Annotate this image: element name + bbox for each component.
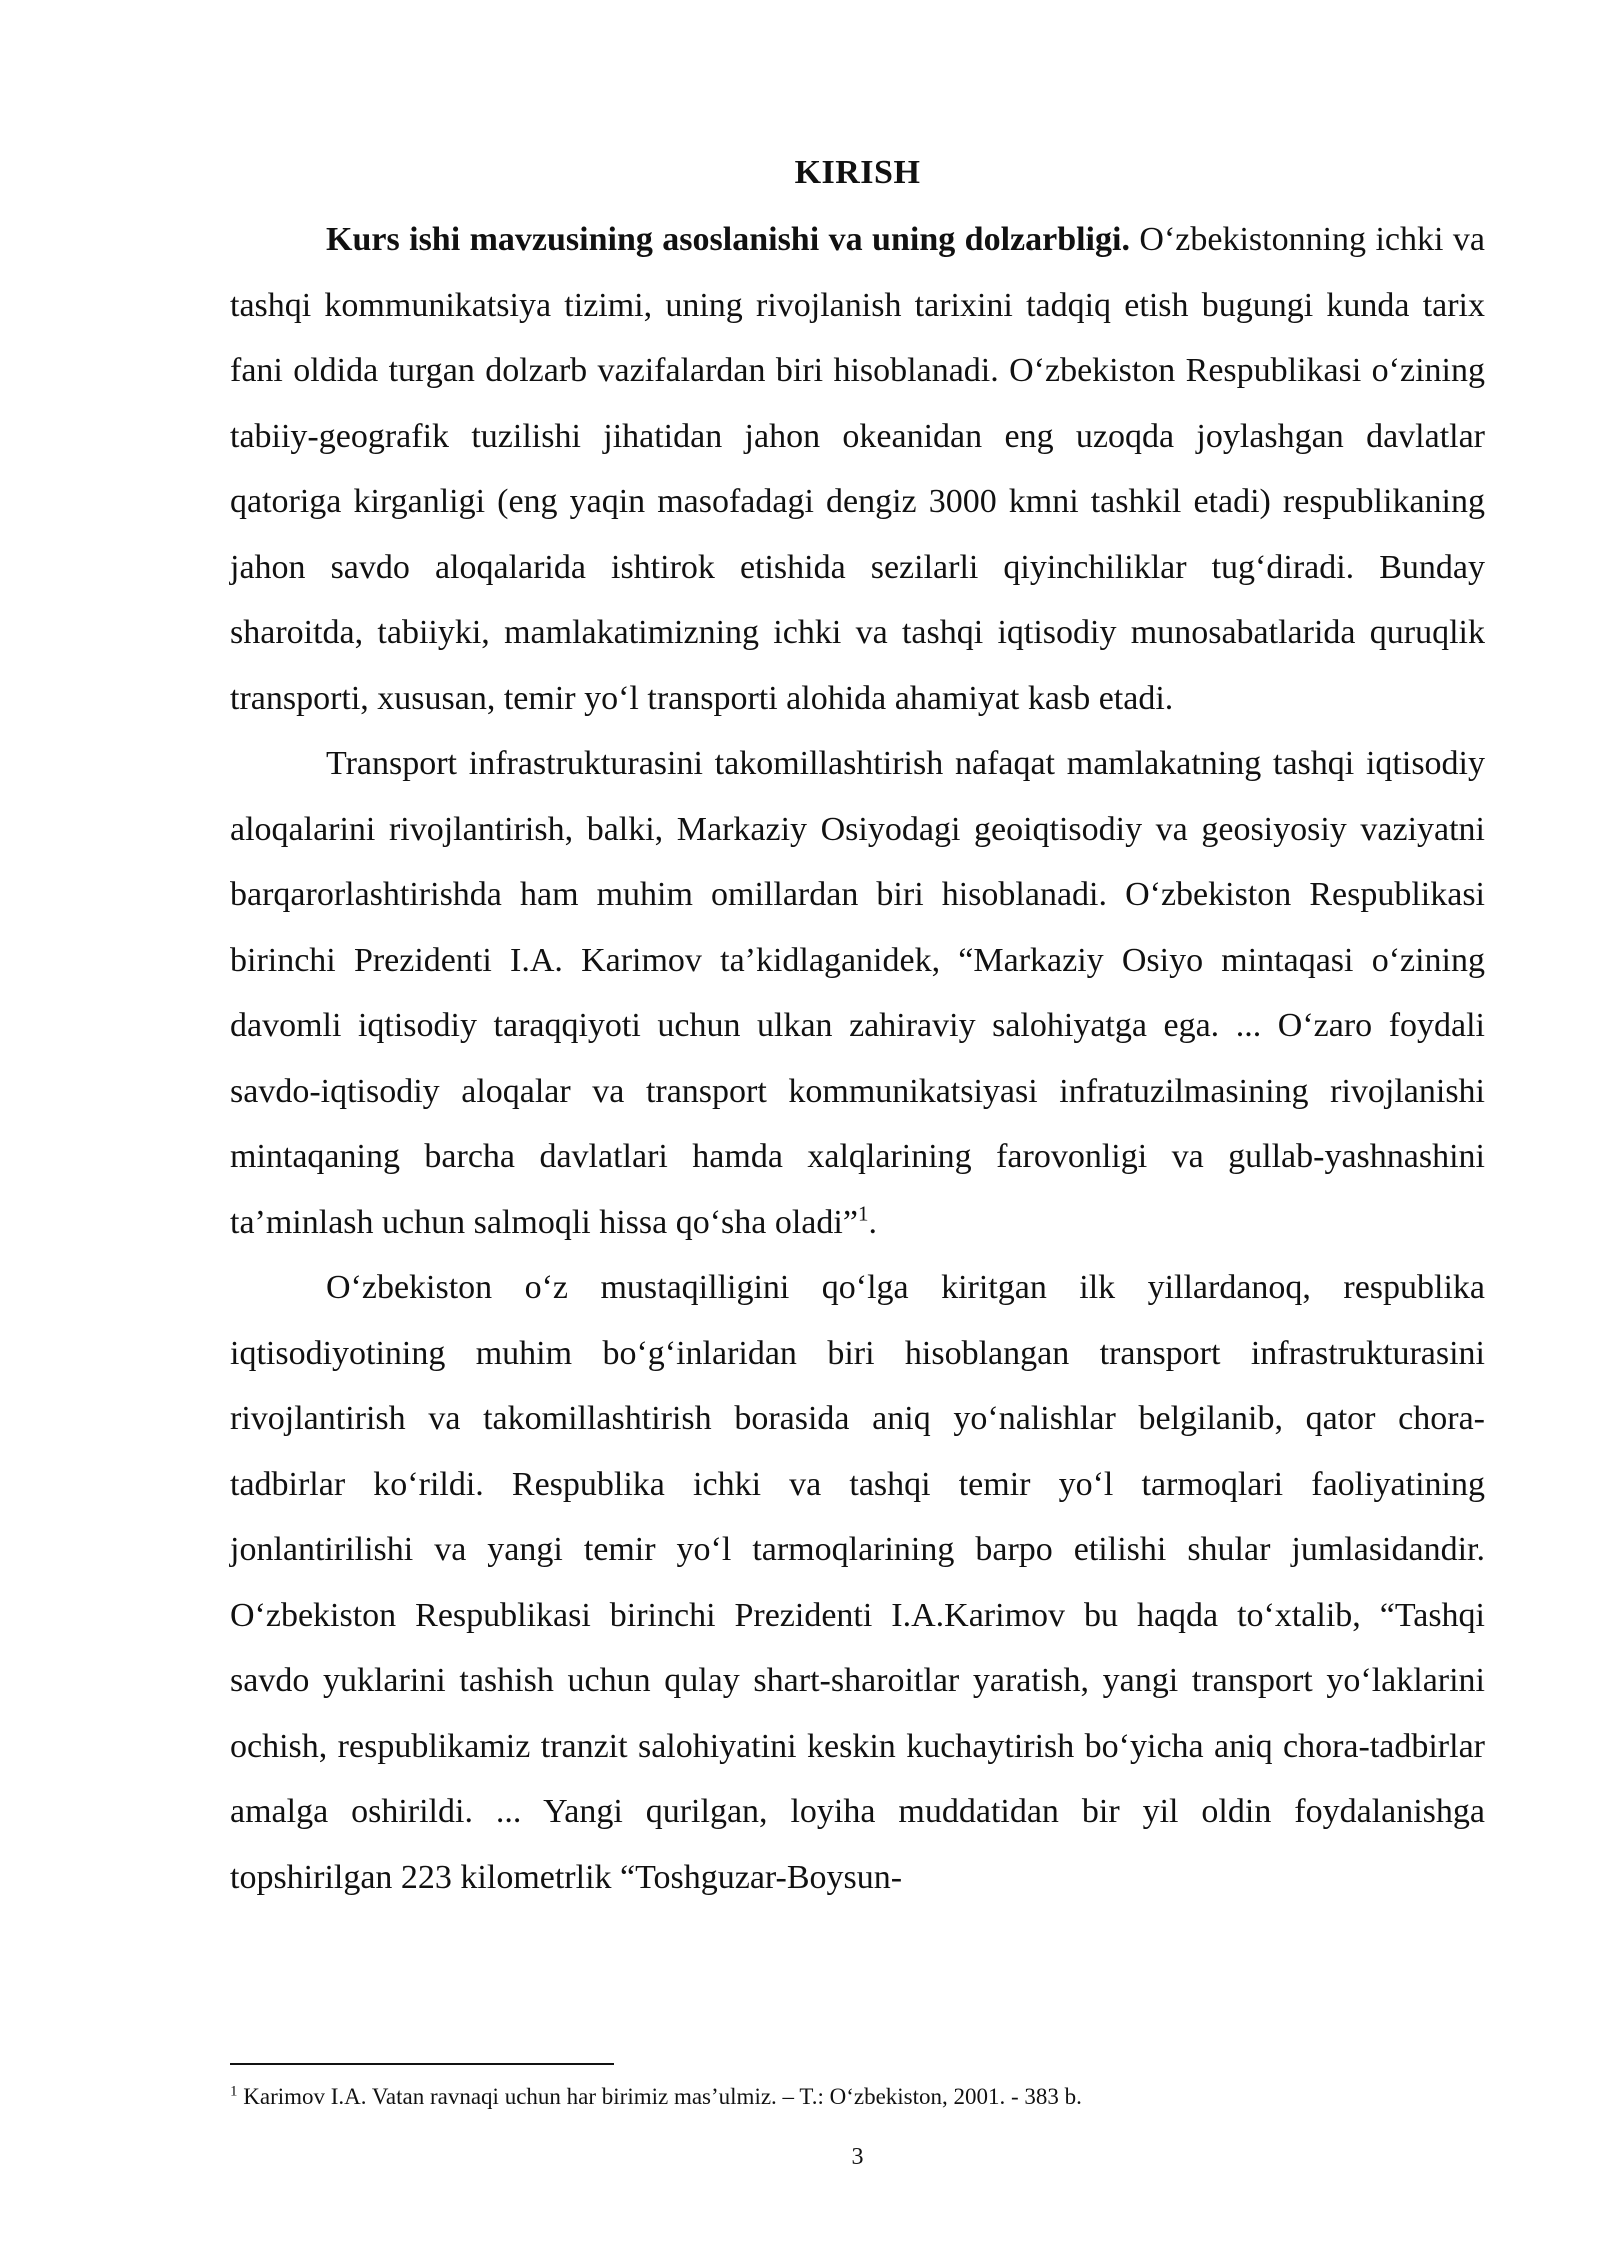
footnote — [230, 2080, 1485, 2114]
page-number: 3 — [851, 2144, 864, 2170]
paragraph-lead: Kurs ishi mavzusining asoslanishi va uning dolzarbligi. — [326, 221, 1130, 258]
section-heading: KIRISH — [794, 154, 921, 191]
paragraph-3-text: O‘zbekiston o‘z mustaqilligini qo‘lga kiritgan ilk yillardanoq, respublika iqtisodiyotining muhim bo‘g‘inlaridan biri hisoblangan transport infrastrukturasini rivojlantirish va takomillashtirish borasida aniq yo‘nalishlar belgilanib, qator chora-tadbirlar ko‘rildi. Respublika ichki va tashqi temir yo‘l tarmoqlari faoliyatining jonlantirilishi va yangi temir yo‘l tarmoqlarining barpo etilishi shular jumlasidandir. O‘zbekiston Respublikasi birinchi Prezidenti I.A.Karimov bu haqda to‘xtalib, “Tashqi savdo yuklarini tashish uchun qulay shart-sharoitlar yaratish, yangi transport yo‘laklarini ochish, respublikamiz tranzit salohiyatini keskin kuchaytirish bo‘yicha aniq chora-tadbirlar amalga oshirildi. ... Yangi qurilgan, loyiha muddatidan bir yil oldin foydalanishga topshirilgan 223 kilometrlik “Toshguzar-Boysun- — [230, 1269, 1485, 1896]
paragraph-2-end: . — [868, 1203, 877, 1241]
footnote-text: Karimov I.A. Vatan ravnaqi uchun har birimiz mas’ulmiz. – T.: O‘zbekiston, 2001. - 383 b. — [237, 2084, 1082, 2109]
paragraph-2 — [230, 731, 1485, 1255]
paragraph-2-text: Transport infrastrukturasini takomillashtirish nafaqat mamlakatning tashqi iqtisodiy aloqalarini rivojlantirish, balki, Markaziy Osiyodagi geoiqtisodiy va geosiyosiy vaziyatni barqarorlashtirishda ham muhim omillardan biri hisoblanadi. O‘zbekiston Respublikasi birinchi Prezidenti I.A. Karimov ta’kidlaganidek, “Markaziy Osiyo mintaqasi o‘zining davomli iqtisodiy taraqqiyoti uchun ulkan zahiraviy salohiyatga ega. ... O‘zaro foydali savdo-iqtisodiy aloqalar va transport kommunikatsiyasi infratuzilmasining rivojlanishi mintaqaning barcha davlatlari hamda xalqlarining farovonligi va gullab-yashnashini ta’minlash uchun salmoqli hissa qo‘sha oladi” — [230, 745, 1485, 1241]
paragraph-1-text: O‘zbekistonning ichki va tashqi kommunikatsiya tizimi, uning rivojlanish tarixini tadqiq etish bugungi kunda tarix fani oldida turgan dolzarb vazifalardan biri hisoblanadi. O‘zbekiston Respublikasi o‘zining tabiiy-geografik tuzilishi jihatidan jahon okeanidan eng uzoqda joylashgan davlatlar qatoriga kirganligi (eng yaqin masofadagi dengiz 3000 kmni tashkil etadi) respublikaning jahon savdo aloqalarida ishtirok etishida sezilarli qiyinchiliklar tug‘diradi. Bunday sharoitda, tabiiyki, mamlakatimizning ichki va tashqi iqtisodiy munosabatlarida quruqlik transporti, xususan, temir yo‘l transporti alohida ahamiyat kasb etadi. — [230, 221, 1485, 717]
paragraph-1 — [230, 207, 1485, 731]
footnote-marker: 1 — [230, 2083, 238, 2100]
footnote-reference[interactable]: 1 — [857, 1201, 869, 1226]
paragraph-3 — [230, 1255, 1485, 1910]
footnote-separator — [230, 2063, 614, 2065]
body-text — [230, 207, 1485, 1910]
